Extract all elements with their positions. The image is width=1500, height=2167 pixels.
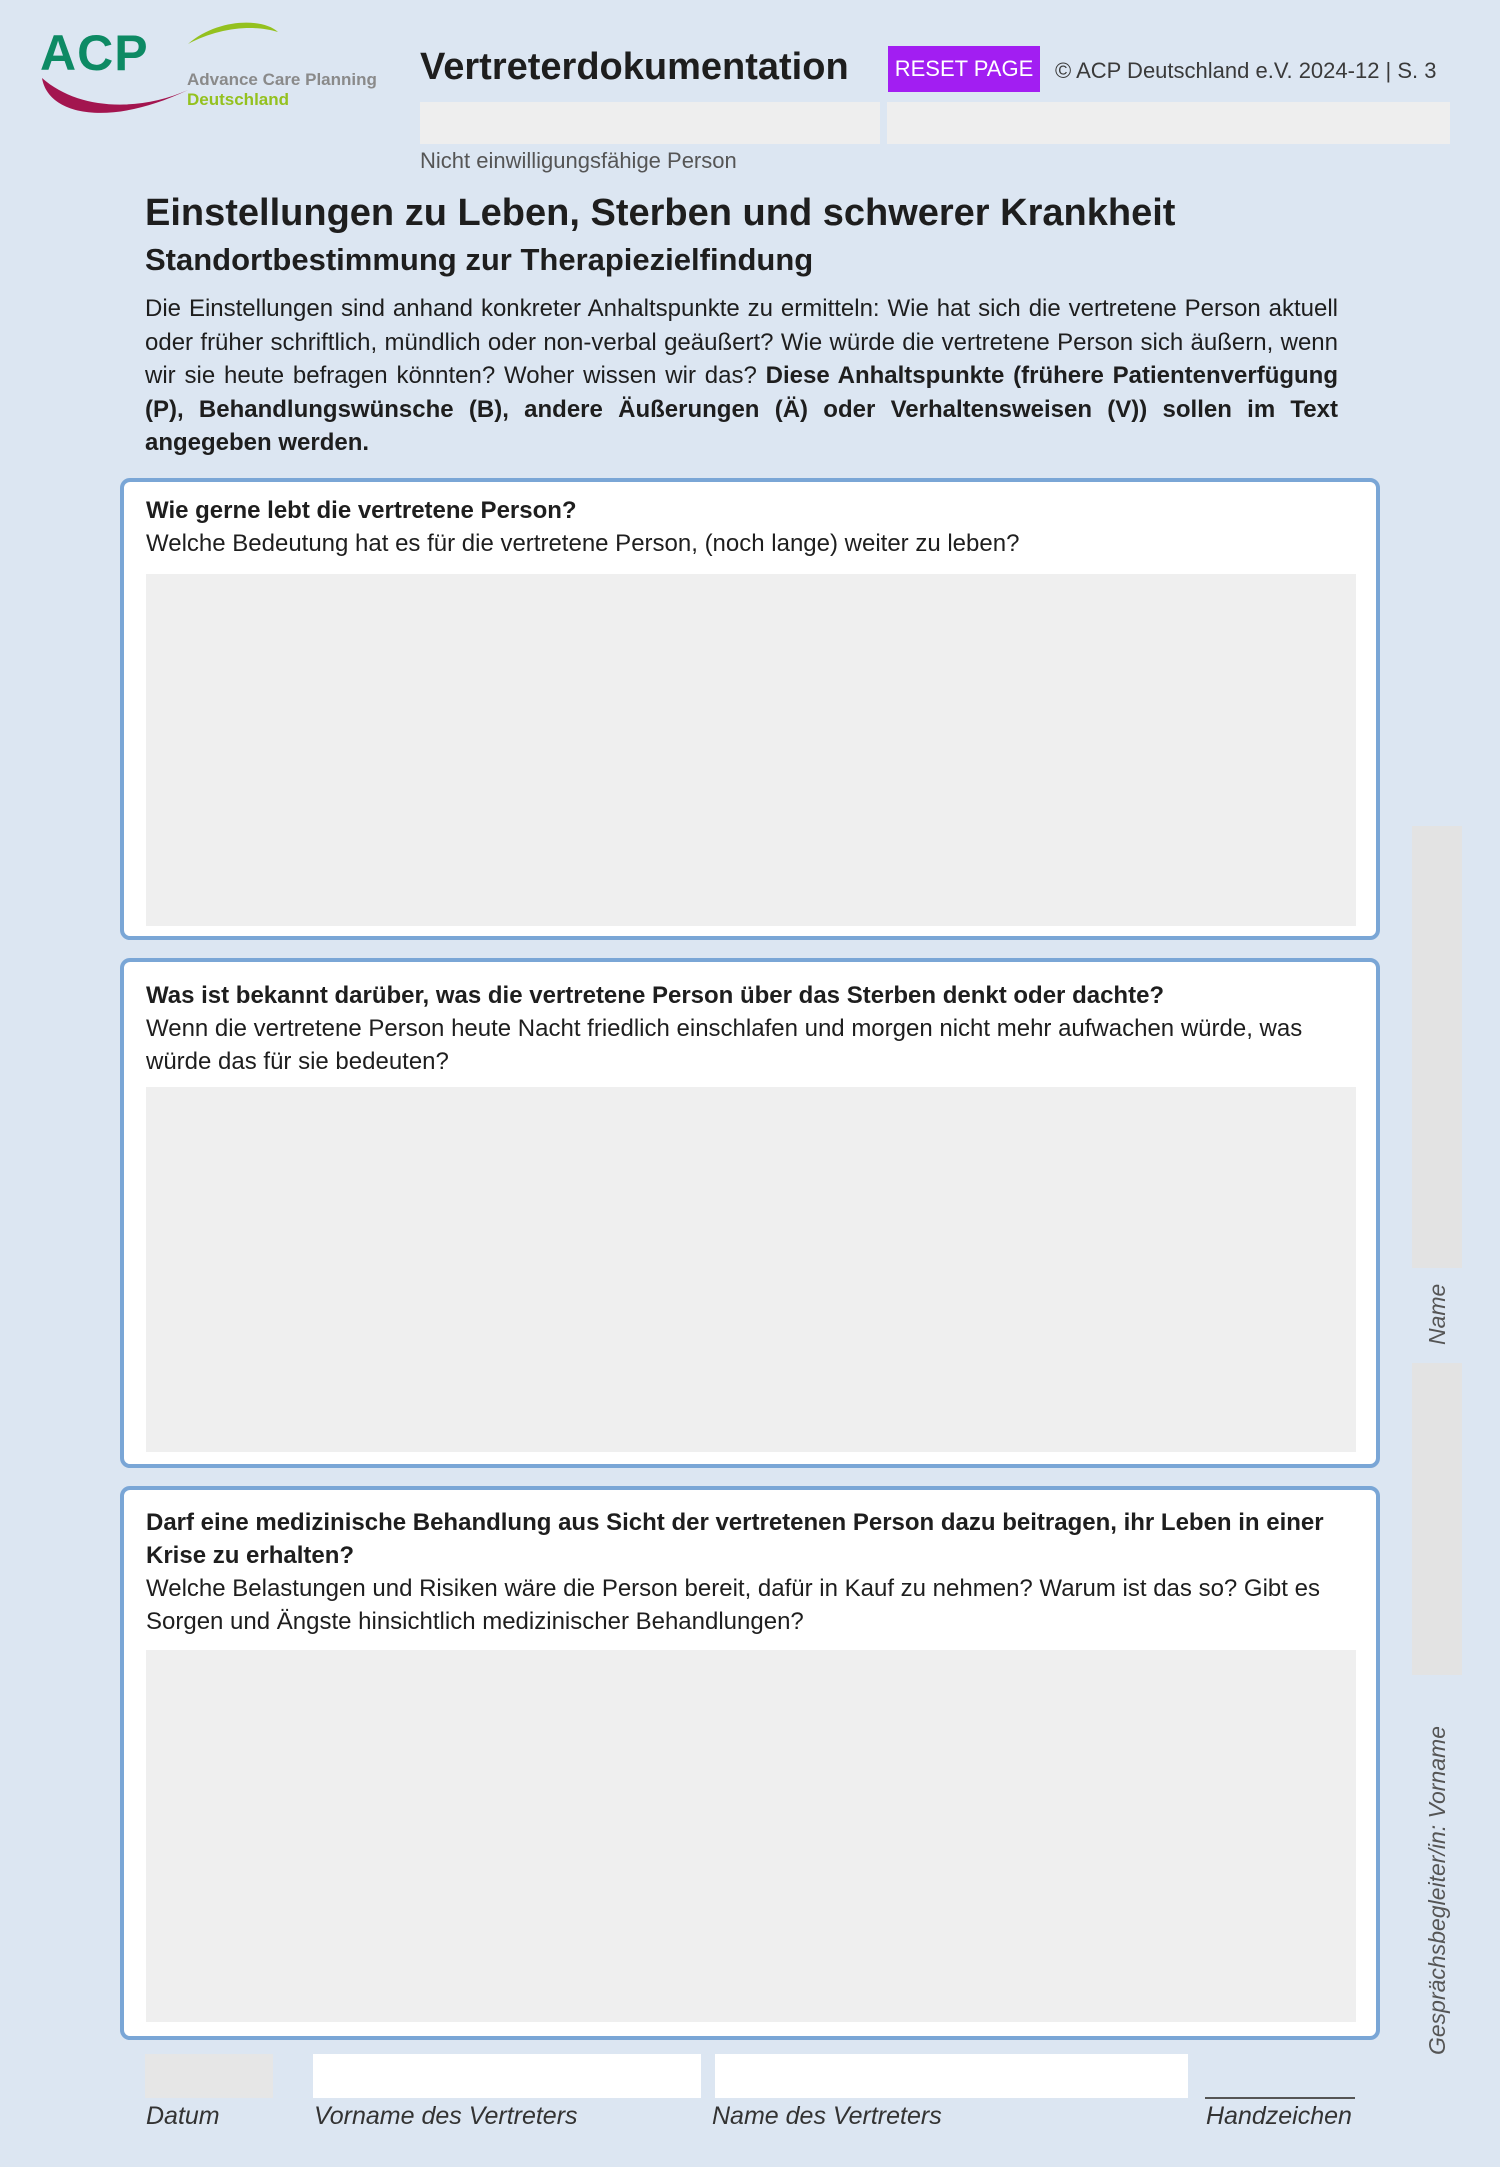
question-3-title: Darf eine medizinische Behandlung aus Sicht der vertretenen Person dazu beitragen, ihr Leben in einer Krise zu erhalten?	[146, 1509, 1324, 1569]
question-box-3	[120, 1486, 1380, 2040]
question-1-text: Welche Bedeutung hat es für die vertretene Person, (noch lange) weiter zu leben?	[146, 530, 1020, 557]
question-3-text: Welche Belastungen und Risiken wäre die Person bereit, dafür in Kauf zu nehmen? Warum ist das so? Gibt es Sorgen und Ängste hinsichtlich medizinischer Behandlungen?	[146, 1575, 1320, 1635]
logo-acp-text: ACP	[40, 25, 149, 81]
handzeichen-line	[1205, 2097, 1355, 2099]
page-heading: Einstellungen zu Leben, Sterben und schwerer Krankheit	[145, 192, 1176, 234]
question-1-answer-field[interactable]	[146, 574, 1356, 926]
begleiter-name-label: Name	[1424, 1283, 1450, 1345]
vertreter-name-field[interactable]	[715, 2054, 1188, 2098]
person-name-field[interactable]	[420, 102, 880, 144]
copyright-page-info: © ACP Deutschland e.V. 2024-12 | S. 3	[1055, 58, 1437, 83]
reset-page-button[interactable]: RESET PAGE	[888, 46, 1040, 92]
question-2-text: Wenn die vertretene Person heute Nacht friedlich einschlafen und morgen nicht mehr aufwachen würde, was würde das für sie bedeuten?	[146, 1015, 1303, 1075]
vertreter-name-label: Name des Vertreters	[712, 2102, 942, 2130]
intro-text: Die Einstellungen sind anhand konkreter Anhaltspunkte zu ermitteln: Wie hat sich die vertretene Person aktuell oder früher schriftlich, mündlich oder non-verbal geäußert? Wie würde die vertretene Person sich äußern, wenn wir sie heute befragen könnten? Woher wissen wir das?	[145, 295, 1338, 389]
vertreter-vorname-field[interactable]	[313, 2054, 701, 2098]
datum-field[interactable]	[145, 2054, 273, 2098]
person-details-field[interactable]	[887, 102, 1450, 144]
question-box-1	[120, 478, 1380, 940]
logo-line2: Deutschland	[187, 90, 290, 109]
begleiter-name-field[interactable]	[1412, 826, 1462, 1268]
question-2-title: Was ist bekannt darüber, was die vertretene Person über das Sterben denkt oder dachte?	[146, 982, 1165, 1009]
begleiter-vorname-field[interactable]	[1412, 1363, 1462, 1675]
handzeichen-label: Handzeichen	[1206, 2102, 1352, 2130]
datum-label: Datum	[146, 2102, 220, 2130]
logo-line1: Advance Care Planning	[187, 70, 377, 89]
intro-paragraph	[145, 292, 1338, 460]
intro-text-bold: Diese Anhaltspunkte (frühere Patientenverfügung (P), Behandlungswünsche (B), andere Äußerungen (Ä) oder Verhaltensweisen (V)) sollen im Text angegeben werden.	[145, 362, 1338, 456]
question-3-answer-field[interactable]	[146, 1650, 1356, 2022]
vertreter-vorname-label: Vorname des Vertreters	[314, 2102, 578, 2130]
page-subheading: Standortbestimmung zur Therapiezielfindung	[145, 242, 814, 277]
question-2-answer-field[interactable]	[146, 1087, 1356, 1452]
subject-label: Nicht einwilligungsfähige Person	[420, 148, 737, 173]
begleiter-vorname-label: Gesprächsbegleiter/in: Vorname	[1424, 1726, 1450, 2055]
question-box-2	[120, 958, 1380, 1468]
question-1-title: Wie gerne lebt die vertretene Person?	[146, 497, 577, 524]
document-title: Vertreterdokumentation	[420, 46, 849, 88]
